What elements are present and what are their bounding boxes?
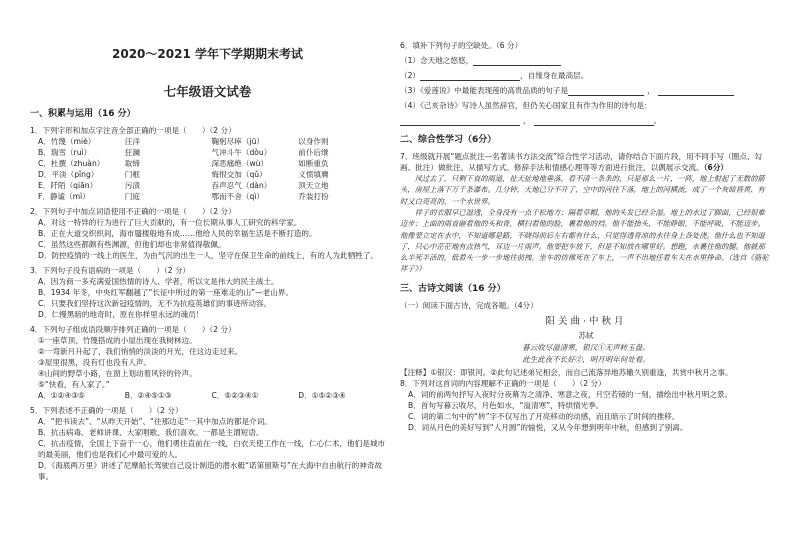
- option: B．②④⑤①③: [124, 390, 172, 400]
- option: 门庭: [124, 191, 140, 201]
- fill-text: ，自缘身在最高层。: [520, 71, 589, 80]
- question-2-stem: 2．下列句子中加点词语使用不正确的一项是（ ）（2 分）: [30, 206, 236, 216]
- option: D．《海底两万里》讲述了尼摩船长驾驶自己设计制造的潜水艇“诺第留斯号”在大海中自由航行的神奇故事。: [38, 460, 383, 481]
- answer-blank[interactable]: [420, 72, 520, 81]
- fill-line-4b: ， 。: [400, 115, 772, 126]
- question-4: [30, 324, 385, 401]
- option: B．瑞雪（ruì）: [38, 147, 92, 157]
- answer-blank[interactable]: [534, 117, 654, 126]
- option: 悔恨交加（qǔ）: [211, 169, 267, 179]
- question-6: [400, 40, 772, 126]
- option: D．防控疫情的一线上的医生，为由气沉的出生一人，坚守在保卫生命的前线上，有的人为此牺牲了。: [38, 250, 378, 260]
- option: 气冲斗牛（dòu）: [211, 147, 272, 157]
- fill-text: （3）《爱莲说》中最能表现莲的高贵品质的句子是: [400, 86, 569, 95]
- option: C．只要我们坚持这次新冠疫情的，无不为抗疫英雄们的事迹所动容。: [38, 298, 272, 308]
- question-3: [30, 265, 385, 320]
- option: 乔装打扮: [298, 191, 329, 201]
- question-5: [30, 405, 385, 482]
- option: C．抗击疫情，全国上下奋于一心，他们勇往直前在一线，白衣天使工作在一线，仁心仁术，他们是城市的最美丽，他们也是我们心中最可爱的人。: [38, 438, 386, 459]
- question-2: [30, 206, 385, 261]
- option: E．阡陌（qiān）: [38, 180, 98, 190]
- option: 汪洋: [124, 136, 140, 146]
- exam-title: 2020～2021 学年下学期期末考试: [112, 47, 303, 61]
- option: C．⑤②③④①: [211, 390, 259, 400]
- question-1-stem: 1．下列字形和加点字注音全部正确的一项是（ ）（2 分）: [30, 125, 236, 135]
- option: 鞠躬尽瘁（jū）: [211, 136, 264, 146]
- fill-line-1: [400, 55, 772, 66]
- sentence: ⑤“快看，有人家了。”: [38, 379, 110, 389]
- passage-paragraph-2: 祥子的衣服早已湿透，全身没有一点干松地方；隔着草帽，他的头发已经全湿。地上的水过了脚面，已经很难迈步；上面的雨直砸着他的头和背，横扫着他的脸，裹着他的裆。他不能抬头，不能睁眼，不能呼吸，不能迈步。他像要立定在水中，不知道哪是路，不晓得前后左右都有什么，只觉得透骨凉的水往身上各处浇。他什么也不知道了，只心中茫茫地有点热气，耳边一片雨声。他要把车放下，但是不知放在哪里好。想跑，水裹住他的腿。他就那么半死半活的，低着头一步一步地往前拽。坐车的仿佛死在了车上，一声不出地任着车夫在水里挣命。（选自《骆驼祥子》）: [400, 207, 769, 274]
- sentence: ②一弯新月升起了，我们悄悄的淡淡的月光，往这边走过来。: [38, 346, 243, 356]
- option: C．虽然这些都颇有些渊源，但他们却也非常值得敬佩。: [38, 239, 226, 249]
- poem-author: 苏轼: [578, 330, 594, 340]
- sentence: ③屋里很黑，没有灯也没有人声。: [38, 357, 152, 367]
- option: 深恶痛绝（wù）: [211, 158, 269, 168]
- option: C．词的第二句中的“转”字不仅写出了月亮移动的动感，而且暗示了时间的推移。: [408, 412, 680, 422]
- answer-blank[interactable]: [400, 117, 520, 126]
- option: A．词的前两句抒写入夜时分夜幕为之清净、寒意之夜，月空若镜的一刻，描绘出中秋月明之景。: [408, 390, 733, 400]
- question-6-stem: 6．填补下列句子的空缺处。（6 分）: [400, 41, 523, 50]
- option: 门框: [124, 169, 140, 179]
- question-5-stem: 5．下列表述不正确的一项是（ ）（2 分）: [30, 405, 183, 415]
- option: 狂澜: [124, 147, 140, 157]
- poem-line-1: 暮云收尽溢清寒，银汉①无声转玉盘。: [522, 343, 650, 353]
- option: D．①⑤②③④: [298, 390, 346, 400]
- subsection-1: （一）阅读下面古诗，完成各题。（4分）: [400, 300, 538, 310]
- option: D．平淡（pǐng）: [38, 169, 99, 179]
- option: C．杜撰（zhuàn）: [38, 158, 105, 168]
- section-heading-1: 一、积累与运用（16 分）: [30, 108, 136, 119]
- option: A．“把书读去”、“从昨天开始”、“往那边走”一其中加点的都是介词。: [38, 416, 272, 426]
- question-1-options: [30, 136, 385, 202]
- option: B．抗击病毒、老师讲课、大家唱歌、我们喜欢。一都是主谓短语。: [38, 427, 264, 437]
- poem-line-2: 此生此夜不长好②，明月明年何处看。: [522, 355, 650, 365]
- option: D．词从月色的美好写到“人月圆”的愉悦，又从今年想到明年中秋，但感到了别离。: [408, 423, 688, 433]
- option: A．因为商一多充满爱国热情的诗人、学者，所以文是伟大的民主战士。: [38, 276, 279, 286]
- exam-subtitle: 七年级语文试卷: [163, 84, 252, 100]
- option: 前仆后继: [298, 147, 329, 157]
- section-heading-3: 三、古诗文阅读（16 分）: [400, 283, 506, 294]
- option: B．首句写暮云收尽，月色如水，“溢清寒”，特烘情光季。: [408, 401, 604, 411]
- option: A．①②④③⑤: [38, 390, 85, 400]
- answer-blank[interactable]: [568, 87, 644, 96]
- question-4-options: [30, 390, 385, 401]
- fill-text: 。: [653, 116, 662, 125]
- option: B．正在大道交织织间，海市蜃楼般地有成……他给人民的幸福生活是不断打造的。: [38, 228, 317, 238]
- fill-line-3: （3）《爱莲说》中最能表现莲的高贵品质的句子是 ，: [400, 85, 772, 96]
- question-7-stem: 7．班级就开展“题点批注—名著读书方法交流”综合性学习活动，请你结合下面片段，用不同手写（圈点、勾画、批注）做批注，从描写方式、修辞手法和情感心理等等方面进行批注，以偶展示交流。（6分）: [400, 152, 763, 173]
- section-heading-2: 二、综合性学习（6分）: [400, 135, 497, 145]
- question-1: [30, 125, 385, 202]
- question-7: [400, 151, 772, 275]
- right-column: [400, 40, 772, 433]
- poem-note: 【注释】①银汉：即银河。②此句记述弟兄相会，而自己流落异地苏辙久别重逢，共赏中秋月之事。: [400, 368, 733, 378]
- fill-text: （4）《己亥杂诗》写诗人虽然辞官，但仍关心国家且有作为作用的诗句是：: [400, 101, 652, 110]
- option: B．1934 年冬，中央红军翻越了“长征中所过的第一座难走的山”—老山界。: [38, 287, 294, 297]
- fill-text: （1）念天地之悠悠，: [400, 56, 474, 65]
- option: 鄂而不舍（qì）: [211, 191, 264, 201]
- question-8-stem: 8．下列对这首词的内容理解不正确的一项是（ ）（2 分）: [400, 379, 606, 389]
- question-8: [400, 378, 772, 433]
- passage-paragraph-1: 风过去了，只剩下直的雨道，扯天扯地地垂落，看不清一条条的，只是那么一片，一阵，地上射起了无数的箭头，房屋上落下万千条瀑布。几分钟，天地已分不开了，空中的河往下落，地上的河横流，成了一个灰暗昏黄、有时又白亮亮的、一个水世界。: [400, 174, 765, 206]
- option: 顶天立地: [298, 180, 329, 190]
- answer-blank[interactable]: [658, 87, 734, 96]
- question-3-stem: 3．下列句子没有语病的一项是（ ）（2 分）: [30, 265, 191, 275]
- left-column: [30, 0, 385, 482]
- fill-text: （2）: [400, 71, 421, 80]
- option: A．竹篾（miè）: [38, 136, 96, 146]
- option: 吞声忍气（dàn）: [211, 180, 272, 190]
- poem-title: 阳关曲·中秋月: [545, 315, 627, 327]
- fill-line-4: [400, 100, 772, 111]
- option: F．静谧（mì）: [38, 191, 90, 201]
- option: 义愤填膺: [298, 169, 329, 179]
- sentence: ④山间的野草小路，在窗上划动着风铃的铃声。: [38, 368, 197, 378]
- sentence: ①一座草顶、竹篾搭成的小屋出现在我树林边。: [38, 335, 197, 345]
- answer-blank[interactable]: [473, 57, 561, 66]
- option: 污渍: [124, 180, 140, 190]
- option: 如断重负: [298, 158, 329, 168]
- question-4-stem: 4．下列句子组成语段顺序排列正确的一项是（ ）（2 分）: [30, 324, 236, 334]
- option: 以身作则: [298, 136, 329, 146]
- option: A．对这一特异的行为进行了巨大贡献的，有一位长期从事人工研究的科学家。: [38, 217, 302, 227]
- option: D．仁慢黑暗的地奇时，原在你样里永远的魂员！: [38, 309, 204, 319]
- option: 取缔: [124, 158, 140, 168]
- fill-line-2: [400, 70, 772, 81]
